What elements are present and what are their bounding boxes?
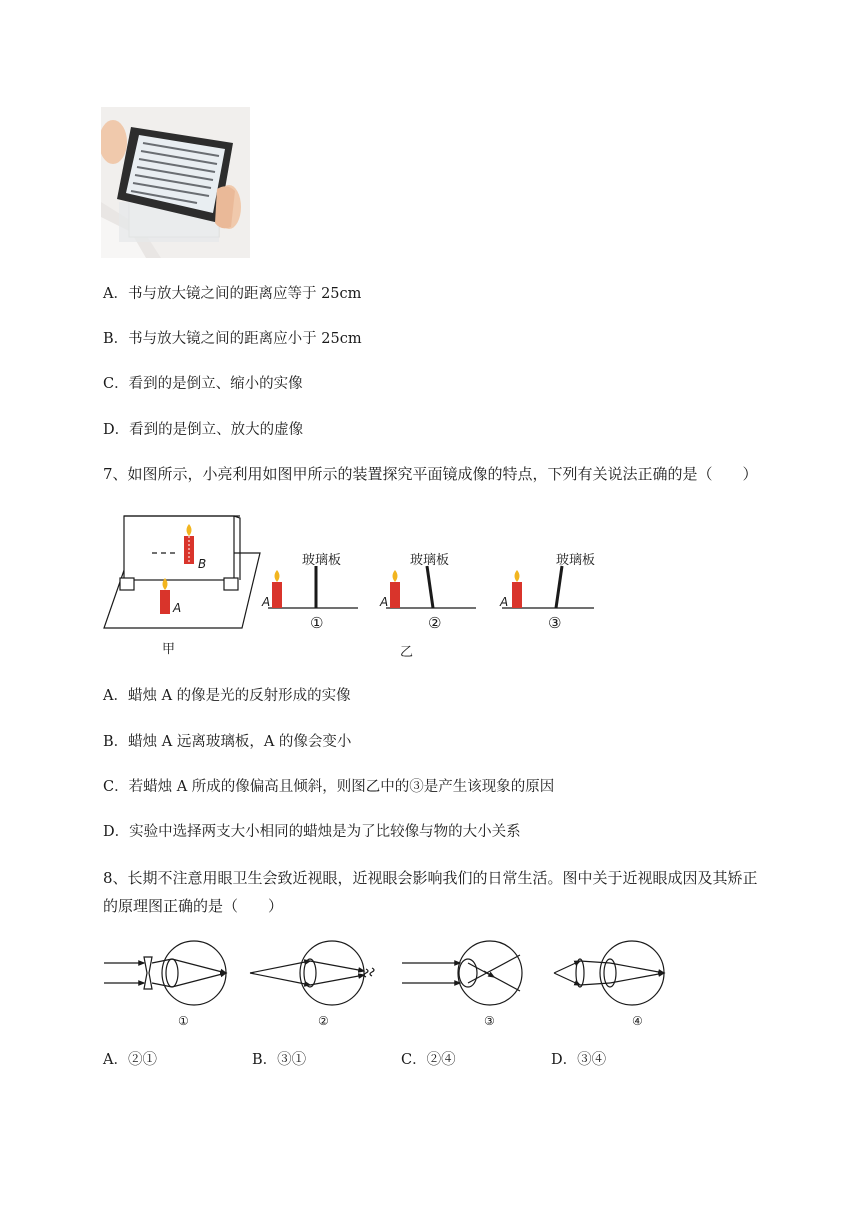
glass-label-2: 玻璃板 — [410, 553, 450, 568]
label-b: B — [198, 557, 207, 571]
label-yi: 乙 — [400, 645, 414, 660]
magnifier-photo — [101, 107, 250, 258]
q8-figure — [100, 935, 680, 1035]
sub-label-3: ③ — [548, 614, 562, 632]
label-a: A — [173, 601, 182, 615]
q8-stem-line2: 的原理图正确的是（ ） — [103, 897, 284, 915]
sub-label-2: ② — [428, 614, 442, 632]
svg-text:A: A — [380, 595, 389, 609]
eye-label-3: ③ — [484, 1014, 495, 1028]
q7-option-a: A．蜡烛 A 的像是光的反射形成的实像 — [103, 688, 351, 704]
candle-2-icon — [390, 570, 400, 608]
q6-option-a: A．书与放大镜之间的距离应等于 25cm — [103, 286, 362, 302]
q7-option-b: B．蜡烛 A 远离玻璃板，A 的像会变小 — [103, 734, 352, 750]
q7-stem: 7、如图所示，小亮利用如图甲所示的装置探究平面镜成像的特点，下列有关说法正确的是（ ） — [103, 465, 758, 483]
label-jia: 甲 — [162, 642, 176, 657]
sub-label-1: ① — [310, 614, 324, 632]
q6-option-d: D．看到的是倒立、放大的虚像 — [103, 422, 304, 438]
svg-text:A: A — [262, 595, 271, 609]
candle-a-icon — [160, 578, 170, 614]
q8-option-b: B．③① — [252, 1052, 307, 1068]
glass-label-1: 玻璃板 — [302, 553, 342, 568]
q8-option-c: C．②④ — [401, 1052, 456, 1068]
glass-label-3: 玻璃板 — [556, 553, 596, 568]
q6-option-c: C．看到的是倒立、缩小的实像 — [103, 376, 303, 392]
q7-option-c: C．若蜡烛 A 所成的像偏高且倾斜，则图乙中的③是产生该现象的原因 — [103, 779, 555, 795]
q8-option-a: A．②① — [103, 1052, 157, 1068]
svg-text:A: A — [500, 595, 509, 609]
q7-figure — [100, 510, 620, 660]
candle-3-icon — [512, 570, 522, 608]
eye-label-1: ① — [178, 1014, 189, 1028]
q8-option-d: D．③④ — [551, 1052, 607, 1068]
eye-label-4: ④ — [632, 1014, 643, 1028]
eye-label-2: ② — [318, 1014, 329, 1028]
q8-stem-line1: 8、长期不注意用眼卫生会致近视眼，近视眼会影响我们的日常生活。图中关于近视眼成因及其矫正 — [103, 869, 758, 887]
candle-1-icon — [272, 570, 282, 608]
q7-option-d: D．实验中选择两支大小相同的蜡烛是为了比较像与物的大小关系 — [103, 824, 521, 840]
q6-option-b: B．书与放大镜之间的距离应小于 25cm — [103, 331, 362, 347]
